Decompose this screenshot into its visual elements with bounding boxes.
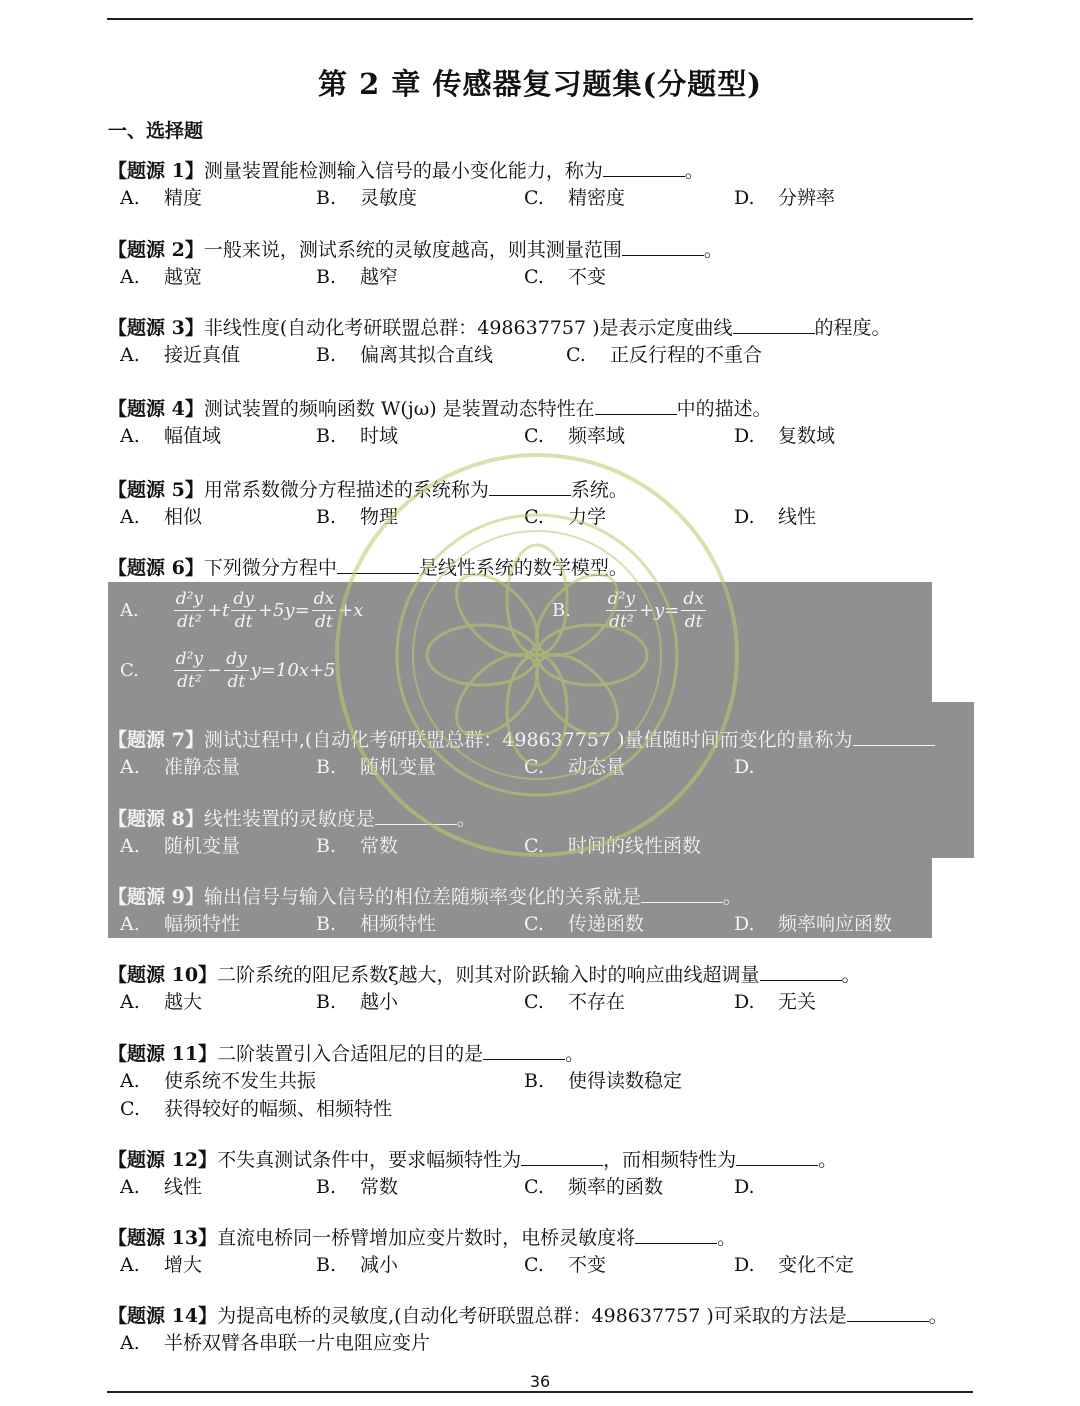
option-a: A. 接近真值: [120, 344, 241, 366]
option-a: A. 越大: [120, 991, 203, 1013]
question-12: [108, 1147, 974, 1201]
question-tag: 【题源 5】: [108, 479, 204, 501]
question-tag: 【题源 6】: [108, 557, 204, 579]
option-a: A. 随机变量: [120, 835, 241, 857]
page-number: 36: [529, 1372, 551, 1391]
question-text-end: 中的描述。: [676, 398, 772, 420]
question-text-end: 的程度。: [814, 317, 891, 339]
header-rule: [107, 18, 973, 20]
question-5: [108, 477, 974, 531]
option-a: A. 使系统不发生共振: [120, 1070, 317, 1092]
answer-blank: [736, 1147, 818, 1166]
option-b: B. 越小: [316, 991, 399, 1013]
option-a: A. 越宽: [120, 266, 203, 288]
option-a: A. 增大: [120, 1254, 203, 1276]
option-b: B. 常数: [316, 1176, 399, 1198]
option-d: D. 复数域: [734, 425, 836, 447]
answer-blank: [489, 477, 571, 496]
section-heading: 一、选择题: [108, 120, 204, 142]
option-b: B. 随机变量: [316, 756, 437, 778]
option-a: A. 线性: [120, 1176, 203, 1198]
question-tag: 【题源 11】: [108, 1043, 218, 1065]
question-text-end: 。: [841, 964, 861, 986]
question-text-end: 。: [703, 239, 723, 261]
option-c: C. 获得较好的幅频、相频特性: [120, 1098, 393, 1120]
question-text-end: 系统。: [570, 479, 628, 501]
question-text: 二阶系统的阻尼系数ξ越大，则其对阶跃输入时的响应曲线超调量: [217, 964, 760, 986]
option-c: C. 动态量: [524, 756, 626, 778]
option-b: B. 物理: [316, 506, 399, 528]
footer-rule: [107, 1391, 973, 1393]
question-text-end: 。: [565, 1043, 585, 1065]
question-text-end: 。: [684, 160, 704, 182]
option-c: C. 不变: [524, 1254, 607, 1276]
option-a: A. 准静态量: [120, 756, 241, 778]
question-text: 测试过程中,(自动化考研联盟总群：498637757 )量值随时间而变化的量称为: [203, 729, 853, 751]
question-text-middle: ，而相频特性为: [603, 1149, 737, 1171]
answer-blank: [595, 396, 677, 415]
question-text-end: 。: [456, 808, 476, 830]
question-text: 一般来说，测试系统的灵敏度越高，则其测量范围: [203, 239, 622, 261]
option-c: C. 力学: [524, 506, 607, 528]
question-1: [108, 158, 974, 212]
chapter-title: 第 2 章 传感器复习题集(分题型): [318, 67, 762, 101]
question-tag: 【题源 14】: [108, 1305, 218, 1327]
question-text-end: 。: [928, 1305, 948, 1327]
option-a: A. 半桥双臂各串联一片电阻应变片: [120, 1332, 431, 1354]
question-tag: 【题源 10】: [108, 964, 218, 986]
question-text: 为提高电桥的灵敏度,(自动化考研联盟总群：498637757 )可采取的方法是: [217, 1305, 847, 1327]
question-text: 不失真测试条件中，要求幅频特性为: [217, 1149, 522, 1171]
question-text: 用常系数微分方程描述的系统称为: [203, 479, 489, 501]
option-d: D. 线性: [734, 506, 817, 528]
option-c: C. 时间的线性函数: [524, 835, 702, 857]
question-4: [108, 396, 974, 450]
option-a: A. 幅频特性: [120, 913, 241, 935]
question-text-end: 。: [818, 1149, 838, 1171]
option-c: C. 正反行程的不重合: [566, 344, 763, 366]
option-b: B. 相频特性: [316, 913, 437, 935]
question-3: [108, 315, 974, 369]
answer-blank: [603, 158, 685, 177]
question-2: [108, 237, 974, 291]
answer-blank: [337, 555, 419, 574]
answer-blank: [760, 962, 842, 981]
option-b: B. 使得读数稳定: [524, 1070, 683, 1092]
question-text: 测试装置的频响函数 W(jω) 是装置动态特性在: [203, 398, 595, 420]
option-b-equation: B. $\frac{\text{d²y}}{\text{dt²}}$ +y= $\frac{dx}{dt}$: [552, 589, 704, 632]
answer-blank: [733, 315, 815, 334]
question-text-end: 是线性系统的数学模型。: [418, 557, 628, 579]
option-d: D. 变化不定: [734, 1254, 855, 1276]
option-a: A. 相似: [120, 506, 203, 528]
option-c: C. 精密度: [524, 187, 626, 209]
question-8: [108, 806, 974, 860]
option-a-equation: A. $\frac{\text{d²y}}{\text{dt²}}$ +t $\frac{dy}{dt}$ +5y= $\frac{dx}{dt}$ +x: [120, 589, 364, 632]
option-b: B. 灵敏度: [316, 187, 418, 209]
question-tag: 【题源 4】: [108, 398, 204, 420]
option-c: C. 频率域: [524, 425, 626, 447]
option-d: D. 分辨率: [734, 187, 836, 209]
answer-blank: [641, 884, 723, 903]
question-text-end: 。: [722, 886, 742, 908]
question-tag: 【题源 3】: [108, 317, 204, 339]
question-tag: 【题源 13】: [108, 1227, 218, 1249]
option-c: C. 传递函数: [524, 913, 645, 935]
question-tag: 【题源 2】: [108, 239, 204, 261]
question-text: 线性装置的灵敏度是: [203, 808, 375, 830]
question-text: 直流电桥同一桥臂增加应变片数时，电桥灵敏度将: [217, 1227, 636, 1249]
option-d: D.: [734, 756, 755, 778]
answer-blank: [622, 237, 704, 256]
option-a: A. 幅值域: [120, 425, 222, 447]
option-a: A. 精度: [120, 187, 203, 209]
answer-blank: [847, 1303, 929, 1322]
answer-blank: [853, 727, 935, 746]
option-d: D.: [734, 1176, 755, 1198]
option-b: B. 越窄: [316, 266, 399, 288]
option-c: C. 不变: [524, 266, 607, 288]
answer-blank: [635, 1225, 717, 1244]
question-tag: 【题源 7】: [108, 729, 204, 751]
question-14: [108, 1303, 974, 1357]
question-text-end: 。: [717, 1227, 737, 1249]
option-c: C. 频率的函数: [524, 1176, 664, 1198]
question-text: 输出信号与输入信号的相位差随频率变化的关系就是: [203, 886, 641, 908]
question-6: [108, 555, 974, 581]
question-text: 非线性度(自动化考研联盟总群：498637757 )是表示定度曲线: [203, 317, 733, 339]
option-b: B. 减小: [316, 1254, 399, 1276]
option-c-equation: C. $\frac{\text{d²y}}{\text{dt²}}$ − $\frac{dy}{dt}$ y=10x+5: [120, 649, 336, 692]
option-b: B. 常数: [316, 835, 399, 857]
question-tag: 【题源 9】: [108, 886, 204, 908]
option-b: B. 时域: [316, 425, 399, 447]
question-10: [108, 962, 974, 1016]
question-text: 测量装置能检测输入信号的最小变化能力，称为: [203, 160, 603, 182]
question-13: [108, 1225, 974, 1279]
question-11: [108, 1041, 974, 1123]
question-9: [108, 884, 974, 938]
option-c: C. 不存在: [524, 991, 626, 1013]
option-d: D. 无关: [734, 991, 817, 1013]
option-b: B. 偏离其拟合直线: [316, 344, 494, 366]
answer-blank: [521, 1147, 603, 1166]
question-tag: 【题源 12】: [108, 1149, 218, 1171]
question-tag: 【题源 1】: [108, 160, 204, 182]
question-text: 二阶装置引入合适阻尼的目的是: [217, 1043, 484, 1065]
option-d: D. 频率响应函数: [734, 913, 893, 935]
question-text: 下列微分方程中: [203, 557, 337, 579]
answer-blank: [483, 1041, 565, 1060]
question-tag: 【题源 8】: [108, 808, 204, 830]
answer-blank: [375, 806, 457, 825]
question-7: [108, 727, 974, 781]
